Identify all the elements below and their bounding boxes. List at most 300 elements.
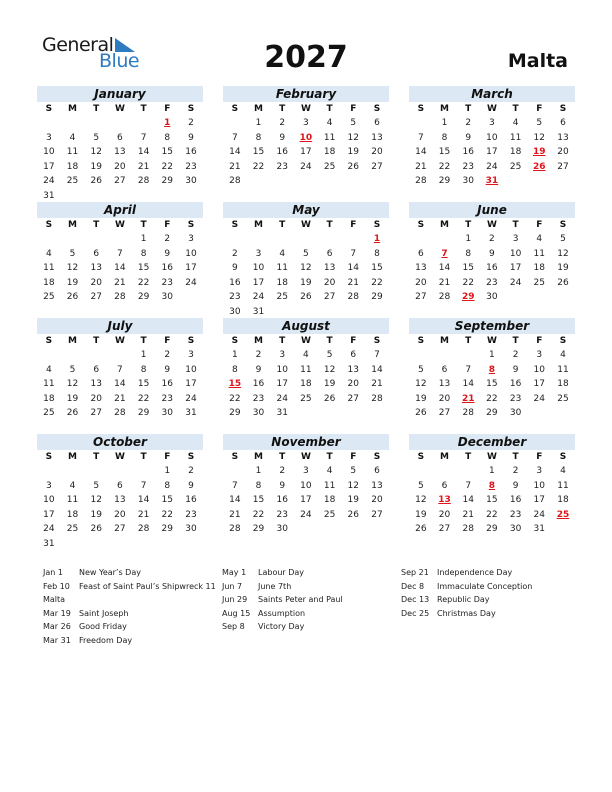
- day-cell: 25: [323, 161, 336, 172]
- day-cell: 30: [509, 524, 522, 534]
- empty-cell: [433, 464, 457, 479]
- day-cell: 20: [557, 147, 569, 157]
- day-cell: 9: [255, 364, 262, 375]
- holiday-day-cell: 19: [533, 147, 546, 157]
- day-cell: 24: [185, 393, 197, 404]
- weekday-header: T: [465, 336, 472, 346]
- holiday-row: [43, 580, 216, 594]
- weekday-header: T: [465, 104, 472, 114]
- day-cell: 31: [43, 538, 55, 549]
- day-cell: 30: [276, 524, 288, 534]
- holiday-date: Jun 7: [222, 581, 243, 591]
- weekday-header: S: [45, 452, 53, 462]
- day-cell: 2: [164, 350, 171, 360]
- day-cell: 6: [441, 480, 448, 491]
- holiday-date: Dec 13: [401, 595, 430, 604]
- day-cell: 6: [441, 364, 448, 375]
- month-title: April: [37, 202, 203, 218]
- month-title: June: [409, 202, 575, 218]
- month-title: August: [223, 318, 389, 334]
- month-october: [37, 434, 203, 551]
- day-cell: 30: [161, 292, 173, 302]
- weekday-header: F: [164, 336, 171, 346]
- day-cell: 25: [323, 509, 336, 520]
- day-cell: 2: [512, 466, 519, 476]
- weekday-header: T: [326, 220, 333, 230]
- holiday-day-cell: 1: [373, 234, 381, 244]
- day-cell: 10: [43, 495, 55, 505]
- holiday-date: Feb 10: [43, 581, 70, 591]
- empty-cell: [61, 232, 85, 247]
- day-cell: 3: [45, 480, 52, 491]
- day-cell: 4: [326, 466, 333, 476]
- day-cell: 6: [560, 118, 566, 128]
- day-cell: 23: [276, 161, 288, 172]
- day-cell: 8: [255, 480, 262, 491]
- day-cell: 2: [489, 234, 495, 244]
- holiday-date: Dec 8: [401, 581, 425, 591]
- day-cell: 27: [90, 408, 102, 418]
- weekday-header: M: [440, 452, 450, 462]
- empty-cell: [433, 232, 457, 247]
- day-cell: 1: [489, 466, 495, 476]
- day-cell: 30: [185, 176, 197, 186]
- day-cell: 26: [66, 292, 79, 302]
- day-cell: 25: [43, 292, 55, 302]
- holiday-day-cell: 13: [438, 495, 451, 505]
- day-cell: 7: [140, 132, 147, 143]
- day-cell: 26: [347, 161, 359, 172]
- weekday-header: W: [486, 336, 497, 346]
- holiday-row: [222, 566, 343, 580]
- month-january: [37, 86, 203, 203]
- holiday-date: Jan 1: [43, 568, 63, 577]
- day-cell: 25: [533, 277, 545, 288]
- empty-cell: [409, 232, 433, 247]
- weekday-header: S: [417, 336, 425, 346]
- day-cell: 23: [486, 277, 498, 288]
- day-cell: 26: [66, 408, 79, 418]
- day-cell: 18: [300, 379, 312, 389]
- day-cell: 6: [374, 118, 380, 128]
- day-cell: 9: [188, 132, 194, 143]
- weekday-header: W: [300, 336, 311, 346]
- day-cell: 17: [300, 495, 312, 505]
- day-cell: 31: [533, 524, 545, 534]
- day-cell: 27: [347, 393, 359, 404]
- day-cell: 13: [415, 263, 427, 273]
- day-cell: 16: [509, 379, 522, 389]
- day-cell: 10: [43, 147, 55, 157]
- day-cell: 3: [303, 118, 309, 128]
- weekday-header: T: [465, 452, 472, 462]
- holiday-day-cell: 31: [485, 176, 499, 186]
- day-cell: 22: [252, 161, 265, 172]
- day-cell: 15: [371, 263, 383, 273]
- holiday-row: [222, 607, 343, 621]
- day-cell: 12: [90, 147, 102, 157]
- day-cell: 3: [512, 234, 519, 244]
- day-cell: 19: [415, 393, 427, 404]
- weekday-header: F: [350, 336, 357, 346]
- day-cell: 14: [462, 495, 474, 505]
- day-cell: 14: [371, 364, 383, 375]
- day-cell: 21: [229, 509, 241, 520]
- month-march: [409, 86, 575, 189]
- day-cell: 23: [252, 393, 265, 404]
- empty-cell: [409, 116, 433, 131]
- day-cell: 1: [231, 350, 238, 360]
- day-cell: 29: [161, 524, 173, 534]
- day-cell: 19: [347, 147, 359, 157]
- empty-cell: [37, 348, 61, 363]
- day-cell: 4: [69, 132, 76, 143]
- day-cell: 9: [231, 263, 238, 273]
- weekday-header: M: [254, 336, 264, 346]
- day-cell: 23: [229, 292, 241, 302]
- day-cell: 18: [533, 263, 545, 273]
- empty-cell: [37, 232, 61, 247]
- day-cell: 20: [347, 379, 359, 389]
- weekday-header: S: [559, 104, 567, 114]
- day-cell: 23: [185, 509, 197, 520]
- day-cell: 3: [489, 118, 495, 128]
- day-cell: 21: [462, 509, 474, 520]
- empty-cell: [108, 232, 132, 247]
- day-cell: 27: [371, 509, 383, 520]
- holiday-name: Independence Day: [437, 568, 513, 577]
- day-cell: 12: [415, 379, 427, 389]
- day-cell: 19: [415, 509, 427, 520]
- day-cell: 28: [137, 524, 150, 534]
- day-cell: 4: [69, 480, 76, 491]
- day-cell: 13: [371, 132, 383, 143]
- holiday-day-cell: 10: [299, 132, 313, 143]
- day-cell: 12: [415, 495, 427, 505]
- empty-cell: [247, 232, 271, 247]
- weekday-header: F: [164, 104, 171, 114]
- holiday-name: Victory Day: [258, 622, 305, 631]
- day-cell: 22: [229, 393, 241, 404]
- weekday-header: S: [187, 220, 195, 230]
- holiday-name: Saints Peter and Paul: [258, 595, 343, 604]
- weekday-header: T: [279, 336, 286, 346]
- day-cell: 9: [279, 480, 286, 491]
- day-cell: 5: [536, 118, 543, 128]
- day-cell: 30: [252, 408, 265, 418]
- holiday-column: [43, 566, 216, 647]
- day-cell: 12: [66, 379, 79, 389]
- empty-cell: [84, 464, 108, 479]
- day-cell: 12: [300, 263, 312, 273]
- weekday-header: T: [326, 452, 333, 462]
- day-cell: 22: [161, 509, 173, 520]
- month-february: [223, 86, 389, 189]
- day-cell: 8: [374, 248, 380, 259]
- holiday-row: [222, 620, 343, 634]
- day-cell: 24: [533, 509, 545, 520]
- empty-cell: [132, 464, 156, 479]
- day-cell: 28: [347, 292, 359, 302]
- day-cell: 28: [462, 524, 474, 534]
- month-title: January: [37, 86, 203, 102]
- day-cell: 21: [347, 277, 359, 288]
- day-cell: 22: [486, 393, 498, 404]
- holiday-row: [222, 580, 343, 594]
- weekday-header: T: [93, 220, 100, 230]
- empty-cell: [341, 232, 365, 247]
- day-cell: 22: [137, 277, 150, 288]
- day-cell: 5: [350, 118, 357, 128]
- day-cell: 13: [371, 480, 383, 491]
- weekday-header: M: [68, 220, 78, 230]
- day-cell: 25: [276, 292, 288, 302]
- day-cell: 16: [252, 379, 265, 389]
- holiday-name: June 7th: [258, 581, 292, 591]
- day-cell: 5: [303, 248, 309, 259]
- day-cell: 10: [252, 263, 265, 273]
- holiday-day-cell: 1: [164, 118, 171, 128]
- day-cell: 29: [486, 524, 498, 534]
- day-cell: 7: [374, 350, 380, 360]
- day-cell: 26: [300, 292, 312, 302]
- day-cell: 5: [417, 364, 424, 375]
- day-cell: 6: [117, 480, 123, 491]
- day-cell: 30: [509, 408, 522, 418]
- day-cell: 5: [326, 350, 333, 360]
- day-cell: 6: [93, 248, 100, 259]
- weekday-header: S: [45, 220, 53, 230]
- day-cell: 10: [300, 480, 312, 491]
- day-cell: 16: [276, 147, 288, 157]
- month-may: [223, 202, 389, 319]
- weekday-header: W: [114, 336, 125, 346]
- day-cell: 24: [300, 161, 312, 172]
- day-cell: 24: [486, 161, 498, 172]
- day-cell: 24: [276, 393, 288, 404]
- empty-cell: [223, 116, 247, 131]
- day-cell: 22: [137, 393, 150, 404]
- day-cell: 3: [303, 466, 309, 476]
- holiday-row: [43, 634, 216, 648]
- day-cell: 16: [161, 379, 173, 389]
- day-cell: 26: [347, 509, 359, 520]
- day-cell: 25: [300, 393, 312, 404]
- month-september: [409, 318, 575, 421]
- day-cell: 2: [255, 350, 262, 360]
- empty-cell: [61, 464, 85, 479]
- day-cell: 26: [557, 277, 569, 288]
- weekday-header: T: [279, 452, 286, 462]
- weekday-header: F: [350, 452, 357, 462]
- month-title: May: [223, 202, 389, 218]
- weekday-header: T: [140, 104, 147, 114]
- day-cell: 29: [137, 292, 150, 302]
- day-cell: 24: [43, 176, 55, 186]
- day-cell: 11: [66, 495, 79, 505]
- empty-cell: [409, 348, 433, 363]
- weekday-header: M: [68, 104, 78, 114]
- day-cell: 10: [185, 364, 197, 375]
- day-cell: 14: [462, 379, 474, 389]
- day-cell: 25: [509, 161, 522, 172]
- day-cell: 2: [279, 118, 286, 128]
- day-cell: 2: [512, 350, 519, 360]
- day-cell: 1: [255, 466, 262, 476]
- day-cell: 7: [140, 480, 147, 491]
- weekday-header: S: [373, 104, 381, 114]
- day-cell: 27: [114, 176, 126, 186]
- day-cell: 6: [350, 350, 357, 360]
- day-cell: 12: [347, 132, 359, 143]
- day-cell: 9: [512, 364, 519, 375]
- day-cell: 24: [43, 524, 55, 534]
- day-cell: 26: [90, 524, 102, 534]
- holiday-row: [43, 566, 216, 580]
- day-cell: 18: [509, 147, 522, 157]
- day-cell: 28: [438, 292, 451, 302]
- day-cell: 4: [279, 248, 286, 259]
- weekday-header: S: [559, 220, 567, 230]
- day-cell: 18: [66, 509, 79, 520]
- day-cell: 24: [509, 277, 522, 288]
- holiday-date: Aug 15: [222, 608, 251, 618]
- weekday-header: M: [254, 452, 264, 462]
- day-cell: 18: [323, 147, 336, 157]
- day-cell: 18: [557, 495, 569, 505]
- day-cell: 15: [438, 147, 451, 157]
- holiday-day-cell: 25: [556, 509, 570, 520]
- weekday-header: M: [68, 336, 78, 346]
- day-cell: 8: [255, 132, 262, 143]
- day-cell: 14: [137, 495, 150, 505]
- weekday-header: T: [93, 104, 100, 114]
- day-cell: 13: [557, 132, 569, 143]
- weekday-header: S: [231, 220, 239, 230]
- holiday-day-cell: 21: [461, 393, 475, 404]
- day-cell: 27: [114, 524, 126, 534]
- day-cell: 4: [560, 350, 566, 360]
- weekday-header: T: [326, 336, 333, 346]
- day-cell: 9: [164, 248, 171, 259]
- month-april: [37, 202, 203, 305]
- day-cell: 22: [438, 161, 451, 172]
- holiday-day-cell: 8: [488, 480, 496, 491]
- weekday-header: M: [254, 220, 264, 230]
- day-cell: 18: [43, 393, 55, 404]
- day-cell: 8: [140, 364, 147, 375]
- day-cell: 4: [45, 364, 52, 375]
- day-cell: 12: [347, 480, 359, 491]
- weekday-header: F: [536, 336, 543, 346]
- day-cell: 11: [43, 379, 55, 389]
- weekday-header: S: [231, 104, 239, 114]
- day-cell: 2: [188, 466, 194, 476]
- weekday-header: W: [114, 452, 125, 462]
- day-cell: 22: [486, 509, 498, 520]
- day-cell: 30: [486, 292, 498, 302]
- holiday-date: Sep 8: [222, 622, 245, 631]
- day-cell: 10: [276, 364, 288, 375]
- weekday-header: T: [93, 336, 100, 346]
- holiday-row: [43, 593, 216, 607]
- weekday-header: W: [114, 220, 125, 230]
- day-cell: 1: [255, 118, 262, 128]
- weekday-header: W: [114, 104, 125, 114]
- empty-cell: [61, 116, 85, 131]
- day-cell: 26: [90, 176, 102, 186]
- day-cell: 30: [229, 306, 241, 317]
- day-cell: 17: [185, 263, 197, 273]
- weekday-header: T: [140, 220, 147, 230]
- day-cell: 3: [188, 234, 194, 244]
- day-cell: 8: [164, 132, 171, 143]
- day-cell: 13: [90, 379, 102, 389]
- weekday-header: F: [536, 220, 543, 230]
- weekday-header: S: [417, 104, 425, 114]
- day-cell: 14: [229, 495, 241, 505]
- day-cell: 15: [161, 495, 173, 505]
- day-cell: 10: [185, 248, 197, 259]
- day-cell: 13: [438, 379, 451, 389]
- weekday-header: M: [440, 336, 450, 346]
- day-cell: 19: [557, 263, 569, 273]
- weekday-header: S: [417, 452, 425, 462]
- day-cell: 29: [161, 176, 173, 186]
- empty-cell: [61, 348, 85, 363]
- holiday-date: Mar 31: [43, 635, 71, 645]
- day-cell: 16: [462, 147, 474, 157]
- day-cell: 28: [462, 408, 474, 418]
- day-cell: 21: [137, 161, 150, 172]
- day-cell: 19: [300, 277, 312, 288]
- weekday-header: S: [231, 452, 239, 462]
- empty-cell: [108, 116, 132, 131]
- day-cell: 17: [533, 495, 545, 505]
- holiday-name: Republic Day: [437, 595, 490, 604]
- weekday-header: S: [417, 220, 425, 230]
- day-cell: 23: [161, 393, 173, 404]
- empty-cell: [84, 348, 108, 363]
- day-cell: 8: [164, 480, 171, 491]
- day-cell: 9: [279, 132, 286, 143]
- day-cell: 26: [323, 393, 336, 404]
- holiday-name: Immaculate Conception: [437, 581, 533, 591]
- day-cell: 9: [512, 480, 519, 491]
- weekday-header: S: [373, 220, 381, 230]
- day-cell: 14: [229, 147, 241, 157]
- weekday-header: F: [350, 104, 357, 114]
- day-cell: 28: [137, 176, 150, 186]
- day-cell: 31: [252, 306, 265, 317]
- weekday-header: S: [559, 452, 567, 462]
- day-cell: 16: [161, 263, 173, 273]
- day-cell: 12: [90, 495, 102, 505]
- day-cell: 23: [509, 393, 522, 404]
- empty-cell: [132, 116, 156, 131]
- day-cell: 10: [509, 248, 522, 259]
- holiday-day-cell: 7: [441, 248, 448, 259]
- day-cell: 10: [533, 364, 545, 375]
- day-cell: 8: [441, 132, 448, 143]
- day-cell: 20: [114, 161, 126, 172]
- day-cell: 3: [255, 248, 262, 259]
- day-cell: 1: [140, 234, 147, 244]
- day-cell: 4: [326, 118, 333, 128]
- day-cell: 15: [161, 147, 173, 157]
- day-cell: 30: [185, 524, 197, 534]
- weekday-header: S: [187, 452, 195, 462]
